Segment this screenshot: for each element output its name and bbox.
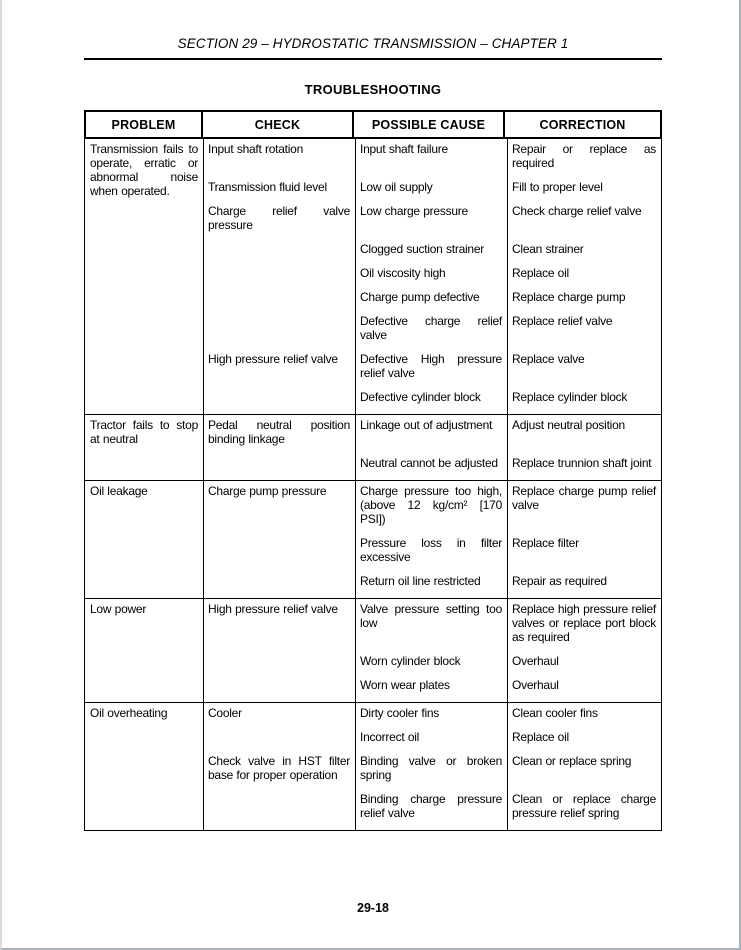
cause-cell: Oil viscosity high (360, 266, 446, 280)
table-body (84, 139, 662, 831)
check-cell (203, 290, 355, 304)
problem-cell: Low power (90, 602, 147, 616)
problem-cell: Oil overheating (90, 706, 168, 720)
correction-cell: Fill to proper level (512, 180, 603, 194)
page-content (84, 0, 662, 831)
column-divider (203, 599, 204, 702)
cause-cell: Low oil supply (360, 180, 433, 194)
column-header-possible-cause: POSSIBLE CAUSE (354, 112, 505, 137)
troubleshooting-table (84, 110, 662, 831)
column-header-correction: CORRECTION (539, 118, 626, 132)
cause-cell: Pressure loss in filter excessive (360, 536, 502, 564)
correction-cell: Check charge relief valve (512, 204, 642, 218)
column-divider (203, 139, 204, 414)
check-cell (203, 456, 355, 470)
cause-cell: Defective cylinder block (360, 390, 481, 404)
column-divider (355, 599, 356, 702)
check-cell (203, 574, 355, 588)
problem-cell: Transmission fails to operate, erratic or abnormal noise when operated. (90, 142, 198, 198)
column-divider (355, 703, 356, 830)
cause-cell: Worn cylinder block (360, 654, 461, 668)
check-cell (203, 654, 355, 668)
cause-cell: Low charge pressure (360, 204, 468, 218)
column-divider (507, 599, 508, 702)
table-row (85, 703, 661, 830)
cause-cell: Clogged suction strainer (360, 242, 485, 256)
check-cell: Charge pump pressure (208, 484, 327, 498)
column-divider (203, 481, 204, 598)
column-divider (507, 415, 508, 480)
column-divider (203, 415, 204, 480)
correction-cell: Repair as required (512, 574, 607, 588)
table-row (85, 599, 661, 703)
column-header-check: CHECK (203, 112, 354, 137)
cause-cell: Binding valve or broken spring (360, 754, 502, 782)
correction-cell: Overhaul (512, 678, 559, 692)
correction-cell: Replace cylinder block (512, 390, 628, 404)
table-row (85, 139, 661, 415)
cause-cell: Worn wear plates (360, 678, 450, 692)
cause-cell: Neutral cannot be adjusted (360, 456, 498, 470)
cause-cell: Binding charge pressure relief valve (360, 792, 502, 820)
column-divider (507, 139, 508, 414)
check-cell (203, 266, 355, 280)
page-number: 29-18 (357, 901, 389, 915)
check-cell: Pedal neutral position binding linkage (208, 418, 350, 446)
correction-cell: Overhaul (512, 654, 559, 668)
check-cell: High pressure relief valve (208, 602, 338, 616)
table-header-row (84, 110, 662, 139)
check-cell: Charge relief valve pressure (208, 204, 350, 232)
correction-cell: Replace oil (512, 730, 569, 744)
correction-cell: Replace high pressure relief valves or replace port block as required (512, 602, 656, 644)
check-cell (203, 390, 355, 404)
column-divider (203, 703, 204, 830)
cause-cell: Charge pressure too high, (above 12 kg/cm² [170 PSI]) (360, 484, 502, 526)
column-header-problem: PROBLEM (86, 112, 203, 137)
correction-cell: Repair or replace as required (512, 142, 656, 170)
correction-cell: Replace charge pump relief valve (512, 484, 656, 512)
column-divider (355, 139, 356, 414)
section-header-text: SECTION 29 – HYDROSTATIC TRANSMISSION – CHAPTER 1 (177, 36, 569, 51)
correction-cell: Replace filter (512, 536, 579, 550)
cause-cell: Valve pressure setting too low (360, 602, 502, 630)
correction-cell: Clean cooler fins (512, 706, 598, 720)
correction-cell: Adjust neutral position (512, 418, 625, 432)
check-cell: Check valve in HST filter base for proper operation (208, 754, 350, 782)
check-cell: Cooler (208, 706, 242, 720)
correction-cell: Replace relief valve (512, 314, 613, 328)
cause-cell: Return oil line restricted (360, 574, 481, 588)
problem-cell: Oil leakage (90, 484, 148, 498)
correction-cell: Replace valve (512, 352, 585, 366)
problem-cell: Tractor fails to stop at neutral (90, 418, 198, 446)
check-cell (203, 536, 355, 564)
correction-cell: Clean strainer (512, 242, 584, 256)
column-divider (355, 415, 356, 480)
cause-cell: Defective High pressure relief valve (360, 352, 502, 380)
correction-cell: Replace charge pump (512, 290, 626, 304)
correction-cell: Clean or replace spring (512, 754, 632, 768)
check-cell (203, 314, 355, 342)
check-cell: Transmission fluid level (208, 180, 327, 194)
check-cell (203, 792, 355, 820)
cause-cell: Incorrect oil (360, 730, 420, 744)
check-cell: High pressure relief valve (208, 352, 338, 366)
check-cell (203, 242, 355, 256)
check-cell (203, 730, 355, 744)
cause-cell: Dirty cooler fins (360, 706, 440, 720)
table-row (85, 415, 661, 481)
table-row (85, 481, 661, 599)
page-title: TROUBLESHOOTING (304, 82, 442, 97)
column-divider (507, 703, 508, 830)
check-cell: Input shaft rotation (208, 142, 303, 156)
correction-cell: Clean or replace charge pressure relief spring (512, 792, 656, 820)
column-divider (507, 481, 508, 598)
section-header (84, 36, 662, 60)
check-cell (203, 678, 355, 692)
cause-cell: Input shaft failure (360, 142, 448, 156)
cause-cell: Defective charge relief valve (360, 314, 502, 342)
correction-cell: Replace trunnion shaft joint (512, 456, 652, 470)
cause-cell: Charge pump defective (360, 290, 480, 304)
column-divider (355, 481, 356, 598)
cause-cell: Linkage out of adjustment (360, 418, 493, 432)
correction-cell: Replace oil (512, 266, 569, 280)
